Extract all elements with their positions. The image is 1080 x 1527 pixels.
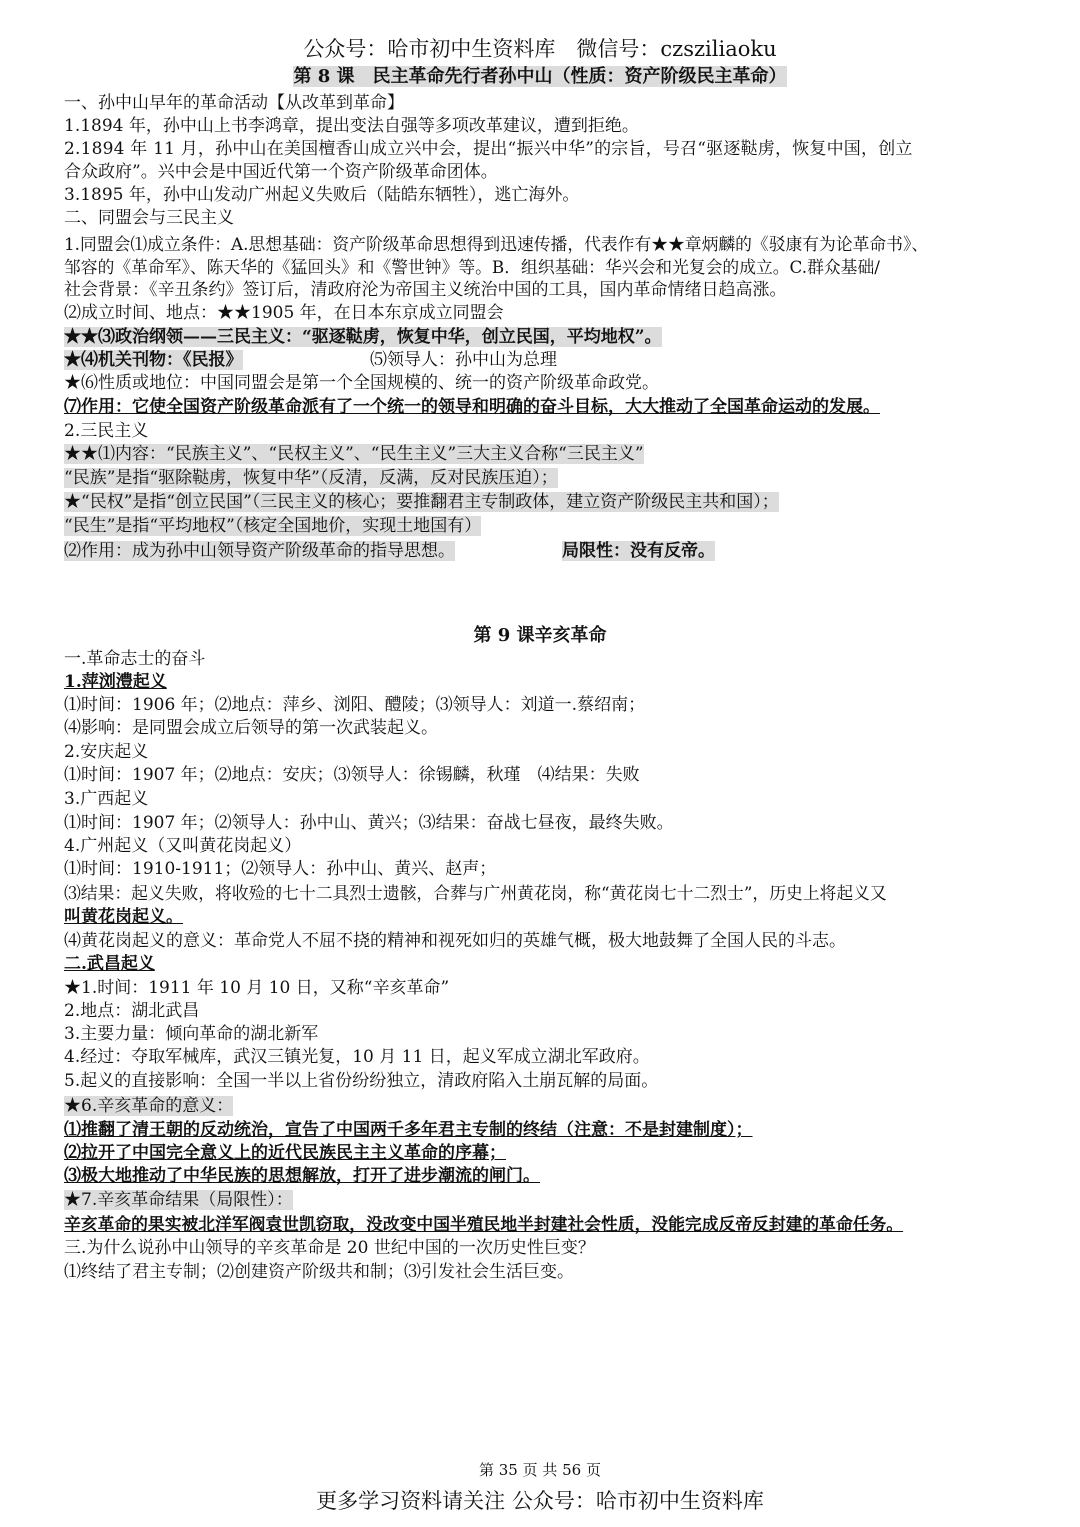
lesson9-section-heading: 三.为什么说孙中山领导的辛亥革命是 20 世纪中国的一次历史性巨变？ (64, 1238, 595, 1258)
lesson9-subheading: 4.广州起义（又叫黄花岗起义） (64, 836, 302, 856)
lesson9-line: ⑵拉开了中国完全意义上的近代民族民主主义革命的序幕； (64, 1143, 506, 1163)
lesson9-line: 4.经过：夺取军械库，武汉三镇光复，10 月 11 日，起义军成立湖北军政府。 (64, 1047, 650, 1067)
lesson9-line: ⑴时间：1910-1911；⑵领导人：孙中山、黄兴、赵声； (64, 859, 497, 879)
lesson8-line: 3.1895 年，孙中山发动广州起义失败后（陆皓东牺牲），逃亡海外。 (64, 185, 580, 205)
lesson9-line: 辛亥革命的果实被北洋军阀袁世凯窃取，没改变中国半殖民地半封建社会性质，没能完成反帝反封建的革命任务。 (64, 1214, 904, 1234)
lesson8-title: 第 8 课 民主革命先行者孙中山（性质：资产阶级民主革命） (293, 66, 787, 87)
lesson9-line: ⑴推翻了清王朝的反动统治，宣告了中国两千多年君主专制的终结（注意：不是封建制度）； (64, 1120, 753, 1140)
lesson9-line: ★1.时间：1911 年 10 月 10 日，又称“辛亥革命” (64, 978, 450, 998)
header-text: 公众号：哈市初中生资料库 微信号：czsziliaoku (303, 37, 777, 61)
page-number: 第 35 页 共 56 页 (478, 1461, 601, 1479)
lesson9-section-heading: 一.革命志士的奋斗 (64, 649, 206, 669)
lesson9-line: ⑶结果：起义失败，将收殓的七十二具烈士遗骸，合葬与广州黄花岗，称“黄花岗七十二烈士”，历史上将起义又 (64, 883, 887, 903)
lesson9-line: ⑴时间：1906 年；⑵地点：萍乡、浏阳、醴陵；⑶领导人：刘道一.蔡绍南； (64, 695, 646, 715)
lesson9-line: ⑴时间：1907 年；⑵地点：安庆；⑶领导人：徐锡麟，秋瑾 ⑷结果：失败 (64, 765, 640, 785)
lesson8-section-heading: 2.三民主义 (64, 421, 149, 441)
footer-text: 更多学习资料请关注 公众号：哈市初中生资料库 (316, 1489, 764, 1513)
lesson8-line: ⑵作用：成为孙中山领导资产阶级革命的指导思想。 (64, 541, 455, 561)
lesson8-line: 合众政府”。兴中会是中国近代第一个资产阶级革命团体。 (64, 162, 498, 182)
lesson9-line: ⑴时间：1907 年；⑵领导人：孙中山、黄兴；⑶结果：奋战七昼夜，最终失败。 (64, 813, 674, 833)
lesson9-line: ⑴终结了君主专制；⑵创建资产阶级共和制；⑶引发社会生活巨变。 (64, 1262, 574, 1282)
lesson9-section-heading: 二.武昌起义 (64, 954, 155, 974)
lesson8-line: 2.1894 年 11 月，孙中山在美国檀香山成立兴中会，提出“振兴中华”的宗旨，号召“驱逐鞑虏，恢复中国，创立 (64, 139, 913, 159)
lesson9-line: ★7.辛亥革命结果（局限性）： (64, 1190, 293, 1210)
lesson9-subheading: 3.广西起义 (64, 789, 149, 809)
lesson9-subheading: 1.萍浏澧起义 (64, 672, 167, 692)
lesson9-line: 3.主要力量：倾向革命的湖北新军 (64, 1024, 319, 1044)
lesson8-line: ★★⑶政治纲领——三民主义：“驱逐鞑虏，恢复中华，创立民国，平均地权”。 (64, 327, 662, 347)
lesson8-line: 社会背景：《辛丑条约》签订后，清政府沦为帝国主义统治中国的工具，国内革命情绪日趋高涨。 (64, 280, 787, 300)
lesson8-line: ⑸领导人：孙中山为总理 (370, 350, 557, 370)
lesson9-line: 叫黄花岗起义。 (64, 907, 183, 927)
lesson8-line: “民生”是指“平均地权”（核定全国地价，实现土地国有） (64, 516, 482, 536)
lesson8-line: ★⑹性质或地位：中国同盟会是第一个全国规模的、统一的资产阶级革命政党。 (64, 373, 659, 393)
lesson8-line: 1.1894 年，孙中山上书李鸿章，提出变法自强等多项改革建议，遭到拒绝。 (64, 116, 639, 136)
lesson8-line: ⑵成立时间、地点：★★1905 年，在日本东京成立同盟会 (64, 303, 504, 323)
lesson8-line: ★⑷机关刊物：《民报》 (64, 350, 243, 370)
lesson9-line: 2.地点：湖北武昌 (64, 1001, 200, 1021)
lesson8-line: 一、孙中山早年的革命活动【从改革到革命】 (64, 93, 404, 113)
lesson8-line: ⑺作用：它使全国资产阶级革命派有了一个统一的领导和明确的奋斗目标，大大推动了全国革命运动的发展。 (64, 397, 880, 417)
lesson9-title: 第 9 课辛亥革命 (473, 625, 607, 646)
lesson8-line: 邹容的《革命军》、陈天华的《猛回头》和《警世钟》等。B．组织基础：华兴会和光复会的成立。C.群众基础/ (64, 257, 880, 277)
lesson8-line: 1.同盟会⑴成立条件：A.思想基础：资产阶级革命思想得到迅速传播，代表作有★★章炳麟的《驳康有为论革命书》、 (64, 234, 929, 254)
lesson9-subheading: 2.安庆起义 (64, 742, 149, 762)
lesson9-line: ⑶极大地推动了中华民族的思想解放，打开了进步潮流的闸门。 (64, 1166, 540, 1186)
lesson9-line: ⑷黄花岗起义的意义：革命党人不屈不挠的精神和视死如归的英雄气概，极大地鼓舞了全国人民的斗志。 (64, 931, 846, 951)
lesson9-line: ⑷影响：是同盟会成立后领导的第一次武装起义。 (64, 718, 438, 738)
lesson8-section-heading: 二、同盟会与三民主义 (64, 208, 234, 228)
lesson8-line: ★★⑴内容：“民族主义”、“民权主义”、“民生主义”三大主义合称“三民主义” (64, 444, 644, 464)
lesson8-line: ★“民权”是指“创立民国”（三民主义的核心；要推翻君主专制政体，建立资产阶级民主共和国）； (64, 492, 779, 512)
lesson8-line: “民族”是指“驱除鞑虏，恢复中华”（反清，反满，反对民族压迫）； (64, 468, 558, 488)
lesson9-line: 5.起义的直接影响：全国一半以上省份纷纷独立，清政府陷入土崩瓦解的局面。 (64, 1071, 659, 1091)
lesson9-line: ★6.辛亥革命的意义： (64, 1096, 234, 1116)
lesson8-line: 局限性：没有反帝。 (562, 541, 715, 561)
